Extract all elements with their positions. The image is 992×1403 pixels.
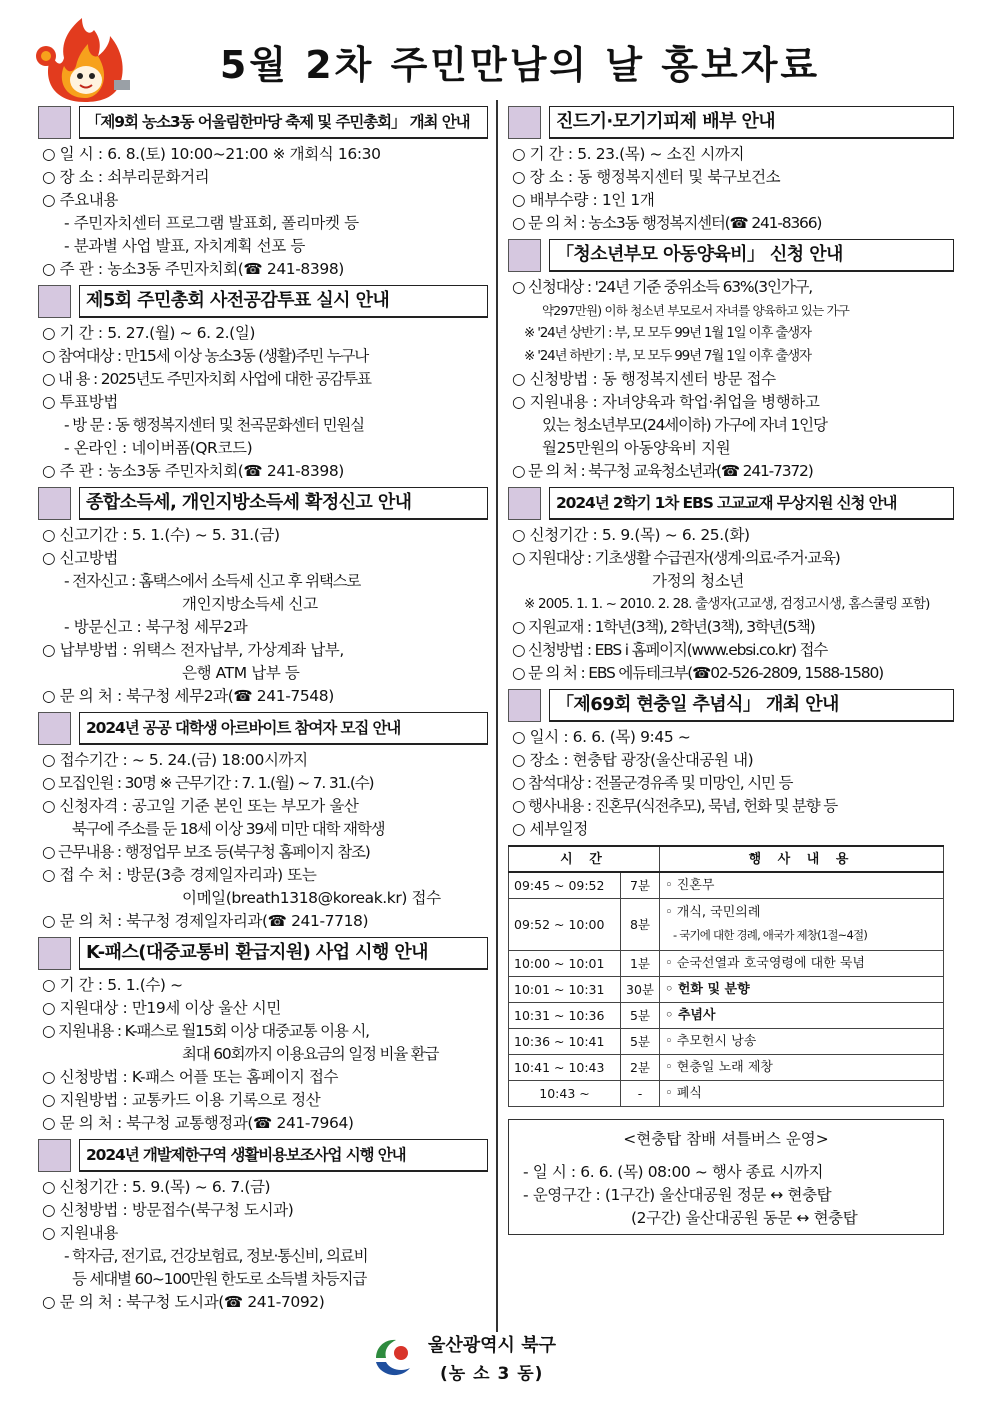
info-line: ○ 일시 : 6. 6. (목) 9:45 ~ (512, 728, 691, 746)
info-line: ○ 기 간 : 5. 1.(수) ~ (42, 976, 183, 994)
info-line: ○ 장소 : 현충탑 광장(울산대공원 내) (512, 751, 754, 769)
table-row (509, 898, 944, 950)
pre-vote-section (38, 285, 488, 483)
info-line: ○ 주요내용 (42, 191, 118, 209)
section-marker (508, 106, 541, 139)
cell-minutes: - (621, 1080, 660, 1106)
info-line: ○ 세부일정 (512, 820, 588, 838)
cell-time: 10:00 ~ 10:01 (509, 950, 621, 976)
info-line: ○ 문 의 처 : EBS 에듀테크부(☎02-526-2809, 1588-1580) (512, 664, 883, 682)
memorial-day-section (508, 689, 954, 1235)
table-row (509, 872, 944, 898)
shuttle-line: (2구간) 울산대공원 동문 ↔ 현충탑 (631, 1208, 858, 1227)
info-line: ○ 기 간 : 5. 23.(목) ~ 소진 시까지 (512, 145, 745, 163)
cell-time: 10:31 ~ 10:36 (509, 1002, 621, 1028)
info-line: ○ 접수기간 : ~ 5. 24.(금) 18:00시까지 (42, 751, 308, 769)
info-line: ○ 신청방법 : 동 행정복지센터 방문 접수 (512, 370, 776, 388)
info-line: - 전자신고 : 홈택스에서 소득세 신고 후 위택스로 (64, 572, 361, 590)
cell-content-multi (659, 898, 943, 950)
ebs-textbook-section (508, 487, 954, 685)
info-line: ○ 근무내용 : 행정업무 보조 등(북구청 홈페이지 참조) (42, 843, 370, 861)
table-row (509, 1080, 944, 1106)
cell-minutes: 7분 (621, 872, 660, 898)
section-heading: 2024년 2학기 1차 EBS 고교교재 무상지원 신청 안내 (549, 487, 954, 520)
shuttle-line: - 운영구간 : (1구간) 울산대공원 정문 ↔ 현충탑 (523, 1185, 832, 1204)
info-line: ○ 일 시 : 6. 8.(토) 10:00~21:00 ※ 개회식 16:30 (42, 145, 381, 163)
header-content: 행 사 내 용 (659, 846, 943, 872)
right-column (508, 106, 954, 1239)
page-title: 5월 2차 주민만남의 날 홍보자료 (219, 43, 821, 87)
section-marker (38, 285, 71, 318)
info-line: ○ 지원방법 : 교통카드 이용 기록으로 정산 (42, 1091, 321, 1109)
info-line: - 온라인 : 네이버폼(QR코드) (64, 439, 253, 457)
cell-content: ◦ 폐식 (659, 1080, 943, 1106)
cell-content: ◦ 순국선열과 호국영령에 대한 묵념 (659, 950, 943, 976)
cell-minutes: 30분 (621, 976, 660, 1002)
info-line: ○ 문 의 처 : 농소3동 행정복지센터(☎ 241-8366) (512, 214, 822, 232)
organization-name: 울산광역시 북구 (428, 1335, 556, 1356)
section-marker (508, 487, 541, 520)
table-row (509, 1002, 944, 1028)
info-line: ○ 장 소 : 쇠부리문화거리 (42, 168, 210, 186)
greenbelt-section (38, 1139, 488, 1314)
section-heading: 종합소득세, 개인지방소득세 확정신고 안내 (79, 487, 488, 520)
student-job-section (38, 712, 488, 933)
info-line: 이메일(breath1318@koreak.kr) 접수 (182, 889, 441, 907)
info-line: 은행 ATM 납부 등 (182, 664, 300, 682)
cell-time: 10:41 ~ 10:43 (509, 1054, 621, 1080)
cell-subcontent: - 국기에 대한 경례, 애국가 제창(1절~4절) (672, 928, 868, 942)
info-line: ○ 문 의 처 : 북구청 도시과(☎ 241-7092) (42, 1293, 325, 1311)
cell-content: ◦ 헌화 및 분향 (659, 976, 943, 1002)
section-heading: 진드기·모기기피제 배부 안내 (549, 106, 954, 139)
table-row (509, 1054, 944, 1080)
info-line: ○ 내 용 : 2025년도 주민자치회 사업에 대한 공감투표 (42, 370, 371, 388)
info-line: 등 세대별 60~100만원 한도로 소득별 차등지급 (72, 1270, 367, 1288)
info-line: 북구에 주소를 둔 18세 이상 39세 미만 대학 재학생 (72, 820, 385, 838)
info-line: ○ 신청기간 : 5. 9.(목) ~ 6. 7.(금) (42, 1178, 271, 1196)
info-line: ○ 지원내용 : K-패스로 월15회 이상 대중교통 이용 시, (42, 1022, 369, 1040)
cell-time: 10:36 ~ 10:41 (509, 1028, 621, 1054)
section-heading: 「제9회 농소3동 어울림한마당 축제 및 주민총회」 개최 안내 (79, 106, 488, 139)
table-row (509, 950, 944, 976)
youth-parent-section (508, 239, 954, 483)
info-line: ○ 참여대상 : 만15세 이상 농소3동 (생활)주민 누구나 (42, 347, 369, 365)
shuttle-line: - 일 시 : 6. 6. (목) 08:00 ~ 행사 종료 시까지 (523, 1162, 824, 1181)
cell-minutes: 1분 (621, 950, 660, 976)
info-line: 있는 청소년부모(24세이하) 가구에 자녀 1인당 (542, 416, 827, 434)
festival-section (38, 106, 488, 281)
ulsan-buk-gu-logo-icon (370, 1336, 416, 1382)
section-marker (38, 1139, 71, 1172)
info-line: 약297만원) 이하 청소년 부모로서 자녀를 양육하고 있는 가구 (542, 303, 850, 318)
cell-time: 09:45 ~ 09:52 (509, 872, 621, 898)
info-line: ○ 신고방법 (42, 549, 118, 567)
info-line: ○ 지원내용 (42, 1224, 118, 1242)
info-line: ○ 문 의 처 : 북구청 세무2과(☎ 241-7548) (42, 687, 334, 705)
info-line: - 학자금, 전기료, 건강보험료, 정보·통신비, 의료비 (64, 1247, 368, 1265)
info-line: - 주민자치센터 프로그램 발표회, 폴리마켓 등 (64, 214, 359, 232)
section-marker (38, 937, 71, 970)
cell-content: ◦ 추모헌시 낭송 (659, 1028, 943, 1054)
k-pass-section (38, 937, 488, 1135)
info-line: ○ 행사내용 : 진혼무(식전추모), 묵념, 헌화 및 분향 등 (512, 797, 837, 815)
info-line: ※ 2005. 1. 1. ~ 2010. 2. 28. 출생자(고교생, 검정고시생, 홈스쿨링 포함) (524, 596, 930, 612)
section-heading: 「청소년부모 아동양육비」 신청 안내 (549, 239, 954, 272)
info-line: ○ 접 수 처 : 방문(3층 경제일자리과) 또는 (42, 866, 317, 884)
info-line: ○ 주 관 : 농소3동 주민자치회(☎ 241-8398) (42, 260, 344, 278)
info-line: 월25만원의 아동양육비 지원 (542, 439, 731, 457)
cell-content: ◦ 개식, 국민의례 (664, 905, 761, 920)
section-marker (508, 239, 541, 272)
info-line: ○ 신청기간 : 5. 9.(목) ~ 6. 25.(화) (512, 526, 750, 544)
section-marker (38, 712, 71, 745)
cell-minutes: 5분 (621, 1002, 660, 1028)
info-line: ○ 신청방법 : K-패스 어플 또는 홈페이지 접수 (42, 1068, 339, 1086)
left-column (38, 106, 488, 1318)
section-heading: 제5회 주민총회 사전공감투표 실시 안내 (79, 285, 488, 318)
organization-dong: (농 소 3 동) (440, 1364, 544, 1384)
shuttle-title: <현충탑 참배 셔틀버스 운영> (623, 1129, 829, 1148)
info-line: ○ 신고기간 : 5. 1.(수) ~ 5. 31.(금) (42, 526, 280, 544)
cell-minutes: 2분 (621, 1054, 660, 1080)
info-line: 가정의 청소년 (652, 572, 744, 590)
info-line: ○ 지원대상 : 기초생활 수급권자(생계·의료·주거·교육) (512, 549, 840, 567)
section-marker (38, 487, 71, 520)
info-line: ○ 문 의 처 : 북구청 경제일자리과(☎ 241-7718) (42, 912, 369, 930)
info-line: ○ 투표방법 (42, 393, 118, 411)
info-line: ○ 지원대상 : 만19세 이상 울산 시민 (42, 999, 281, 1017)
shuttle-bus-box (508, 1119, 944, 1235)
table-row (509, 1028, 944, 1054)
info-line: - 방문신고 : 북구청 세무2과 (64, 618, 248, 636)
cell-time: 09:52 ~ 10:00 (509, 898, 621, 950)
info-line: ○ 배부수량 : 1인 1개 (512, 191, 655, 209)
section-marker (38, 106, 71, 139)
info-line: ○ 납부방법 : 위택스 전자납부, 가상계좌 납부, (42, 641, 344, 659)
info-line: ○ 신청방법 : 방문접수(북구청 도시과) (42, 1201, 294, 1219)
cell-time: 10:01 ~ 10:31 (509, 976, 621, 1002)
column-divider (496, 100, 498, 1332)
info-line: ○ 주 관 : 농소3동 주민자치회(☎ 241-8398) (42, 462, 344, 480)
info-line: ○ 신청대상 : '24년 기준 중위소득 63%(3인가구, (512, 278, 813, 296)
info-line: ○ 지원교재 : 1학년(3책), 2학년(3책), 3학년(5책) (512, 618, 815, 636)
info-line: ○ 장 소 : 동 행정복지센터 및 북구보건소 (512, 168, 781, 186)
table-header-row (509, 846, 944, 872)
footer (370, 1334, 610, 1394)
income-tax-section (38, 487, 488, 708)
info-line: - 분과별 사업 발표, 자치계획 선포 등 (64, 237, 305, 255)
info-line: ○ 문 의 처 : 북구청 교육청소년과(☎ 241-7372) (512, 462, 813, 480)
header-time: 시 간 (509, 846, 660, 872)
info-line: ○ 참석대상 : 전몰군경유족 및 미망인, 시민 등 (512, 774, 793, 792)
info-line: ○ 지원내용 : 자녀양육과 학업·취업을 병행하고 (512, 393, 820, 411)
info-line: ○ 모집인원 : 30명 ※ 근무기간 : 7. 1.(월) ~ 7. 31.(수) (42, 774, 374, 792)
info-line: ○ 기 간 : 5. 27.(월) ~ 6. 2.(일) (42, 324, 256, 342)
info-line: ○ 신청방법 : EBS i 홈페이지(www.ebsi.co.kr) 접수 (512, 641, 828, 659)
info-line: - 방 문 : 동 행정복지센터 및 천곡문화센터 민원실 (64, 416, 364, 434)
section-marker (508, 689, 541, 722)
table-row (509, 976, 944, 1002)
schedule-table (508, 845, 944, 1107)
info-line: 최대 60회까지 이용요금의 일정 비율 환급 (182, 1045, 439, 1063)
cell-minutes: 8분 (621, 898, 660, 950)
cell-minutes: 5분 (621, 1028, 660, 1054)
section-heading: 2024년 공공 대학생 아르바이트 참여자 모집 안내 (79, 712, 488, 745)
cell-content: ◦ 현충일 노래 제창 (659, 1054, 943, 1080)
info-line: ※ '24년 하반기 : 부, 모 모두 99년 7월 1일 이후 출생자 (524, 348, 811, 364)
info-line: 개인지방소득세 신고 (182, 595, 318, 613)
section-heading: 「제69회 현충일 추념식」 개최 안내 (549, 689, 954, 722)
cell-time: 10:43 ~ (509, 1080, 621, 1106)
section-heading: 2024년 개발제한구역 생활비용보조사업 시행 안내 (79, 1139, 488, 1172)
repellent-section (508, 106, 954, 235)
info-line: ○ 문 의 처 : 북구청 교통행정과(☎ 241-7964) (42, 1114, 354, 1132)
section-heading: K-패스(대중교통비 환급지원) 사업 시행 안내 (79, 937, 488, 970)
cell-content: ◦ 진혼무 (659, 872, 943, 898)
info-line: ※ '24년 상반기 : 부, 모 모두 99년 1월 1일 이후 출생자 (524, 325, 811, 341)
info-line: ○ 신청자격 : 공고일 기준 본인 또는 부모가 울산 (42, 797, 359, 815)
cell-content: ◦ 추념사 (659, 1002, 943, 1028)
